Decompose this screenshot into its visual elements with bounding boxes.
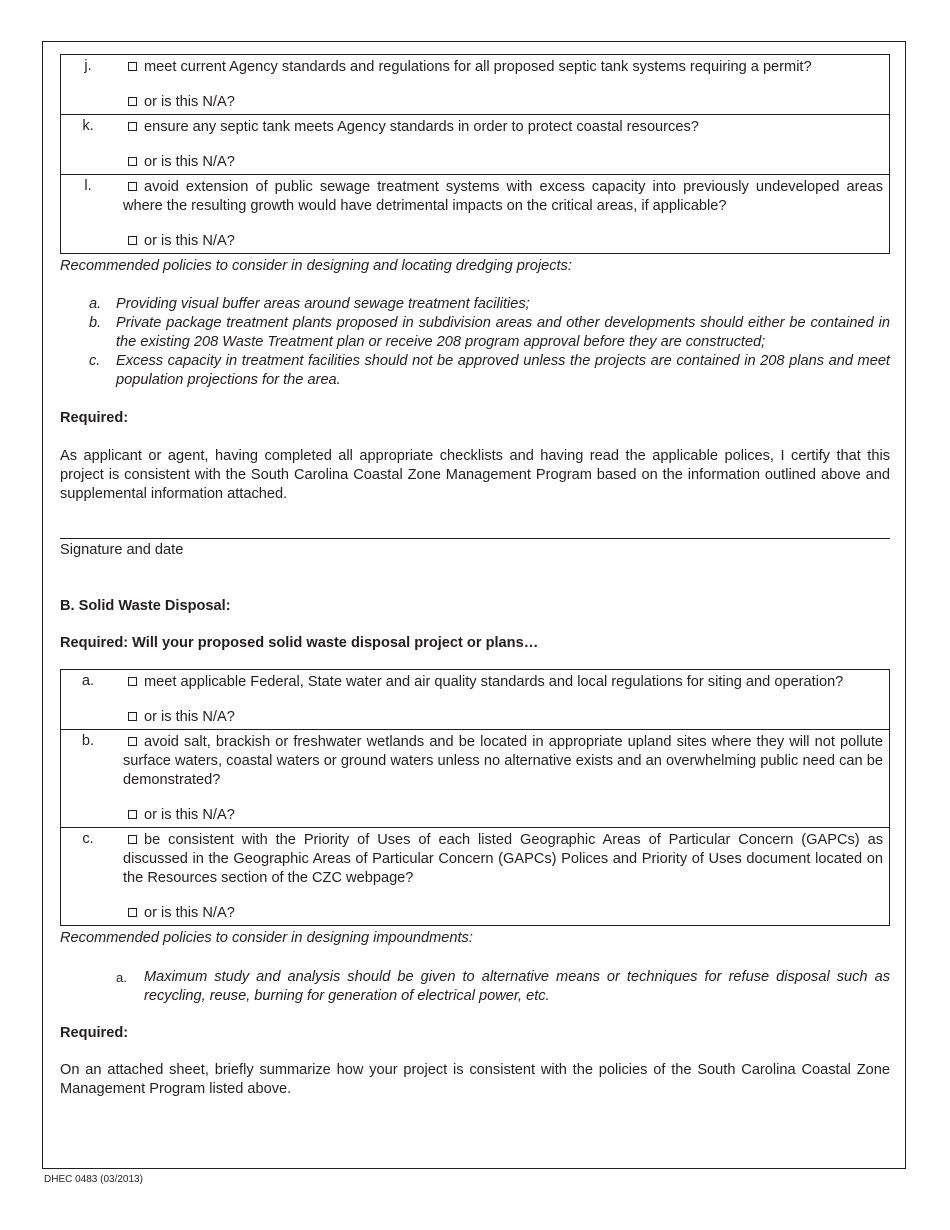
- checkbox-na[interactable]: [128, 157, 137, 166]
- summary-instruction-text: On an attached sheet, briefly summarize how your project is consistent with the policies of the South Carolina Coastal Zone Management Program listed above.: [60, 1062, 890, 1097]
- checkbox-yes[interactable]: [128, 737, 137, 746]
- question-text: be consistent with the Priority of Uses of each listed Geographic Areas of Particular Concern (GAPCs) as discussed in the Geographic Areas of Particular Concern (GAPCs) Polices and Priority of Uses document located on the Resources section of the CZC webpage?: [123, 832, 883, 886]
- na-label: or is this N/A?: [144, 154, 235, 170]
- na-label: or is this N/A?: [144, 709, 235, 725]
- policy-text: Excess capacity in treatment facilities should not be approved unless the projects are contained in 208 plans and meet population projections for the area.: [116, 353, 890, 388]
- table-row: [61, 175, 890, 254]
- table-row: [61, 670, 890, 730]
- question-text: avoid salt, brackish or freshwater wetlands and be located in appropriate upland sites where they will not pollute surface waters, coastal waters or ground waters unless no alternative exists and an overwhelming public need can be demonstrated?: [123, 734, 883, 788]
- na-label: or is this N/A?: [144, 94, 235, 110]
- checkbox-na[interactable]: [128, 236, 137, 245]
- required-heading: Required:: [60, 1025, 129, 1041]
- septic-questions-table: [60, 54, 890, 254]
- na-label: or is this N/A?: [144, 233, 235, 249]
- checkbox-na[interactable]: [128, 908, 137, 917]
- item-letter: b.: [89, 315, 102, 331]
- policy-text: Maximum study and analysis should be given to alternative means or techniques for refuse disposal such as recycling, reuse, burning for generation of electrical power, etc.: [144, 969, 890, 1004]
- recommended-impoundments-list: [60, 968, 890, 1006]
- table-row: [61, 828, 890, 926]
- recommended-policies-list: [60, 295, 890, 390]
- na-label: or is this N/A?: [144, 905, 235, 921]
- list-item: [60, 314, 890, 352]
- question-text: avoid extension of public sewage treatment systems with excess capacity into previously undeveloped areas where the resulting growth would have detrimental impacts on the critical areas, if applicable?: [123, 179, 883, 214]
- item-letter: c.: [82, 831, 94, 847]
- section-b-heading: B. Solid Waste Disposal:: [60, 598, 231, 614]
- list-item: [60, 968, 890, 1006]
- signature-label: Signature and date: [60, 542, 184, 558]
- checkbox-na[interactable]: [128, 97, 137, 106]
- recommended-impoundments-title: Recommended policies to consider in designing impoundments:: [60, 930, 473, 946]
- list-item: [60, 295, 890, 314]
- form-number-footer: DHEC 0483 (03/2013): [44, 1174, 143, 1185]
- question-text: ensure any septic tank meets Agency standards in order to protect coastal resources?: [144, 119, 699, 135]
- table-row: [61, 730, 890, 828]
- item-letter: c.: [89, 353, 101, 369]
- section-b-question: Required: Will your proposed solid waste disposal project or plans…: [60, 635, 539, 651]
- checkbox-yes[interactable]: [128, 182, 137, 191]
- checkbox-yes[interactable]: [128, 62, 137, 71]
- policy-text: Private package treatment plants proposed in subdivision areas and other developments should either be contained in the existing 208 Waste Treatment plan or receive 208 program approval before they are constructed;: [116, 315, 890, 350]
- checkbox-yes[interactable]: [128, 835, 137, 844]
- question-text: meet current Agency standards and regulations for all proposed septic tank systems requiring a permit?: [144, 59, 812, 75]
- form-content: [60, 54, 890, 1099]
- na-label: or is this N/A?: [144, 807, 235, 823]
- list-item: [60, 352, 890, 390]
- item-letter: l.: [84, 178, 92, 194]
- checkbox-yes[interactable]: [128, 122, 137, 131]
- item-letter: b.: [81, 733, 95, 749]
- required-heading: Required:: [60, 410, 129, 426]
- question-text: meet applicable Federal, State water and air quality standards and local regulations for siting and operation?: [144, 674, 844, 690]
- signature-line[interactable]: [60, 538, 890, 539]
- policy-text: Providing visual buffer areas around sewage treatment facilities;: [116, 296, 530, 312]
- recommended-policies-title: Recommended policies to consider in designing and locating dredging projects:: [60, 258, 572, 274]
- item-letter: a.: [116, 970, 127, 985]
- item-letter: k.: [82, 118, 94, 134]
- certification-text: As applicant or agent, having completed all appropriate checklists and having read the applicable polices, I certify that this project is consistent with the South Carolina Coastal Zone Management Program based on the information outlined above and supplemental information attached.: [60, 448, 890, 502]
- item-letter: a.: [89, 296, 102, 312]
- table-row: [61, 55, 890, 115]
- checkbox-yes[interactable]: [128, 677, 137, 686]
- item-letter: j.: [84, 58, 92, 74]
- solid-waste-questions-table: [60, 669, 890, 926]
- checkbox-na[interactable]: [128, 712, 137, 721]
- item-letter: a.: [81, 673, 95, 689]
- checkbox-na[interactable]: [128, 810, 137, 819]
- table-row: [61, 115, 890, 175]
